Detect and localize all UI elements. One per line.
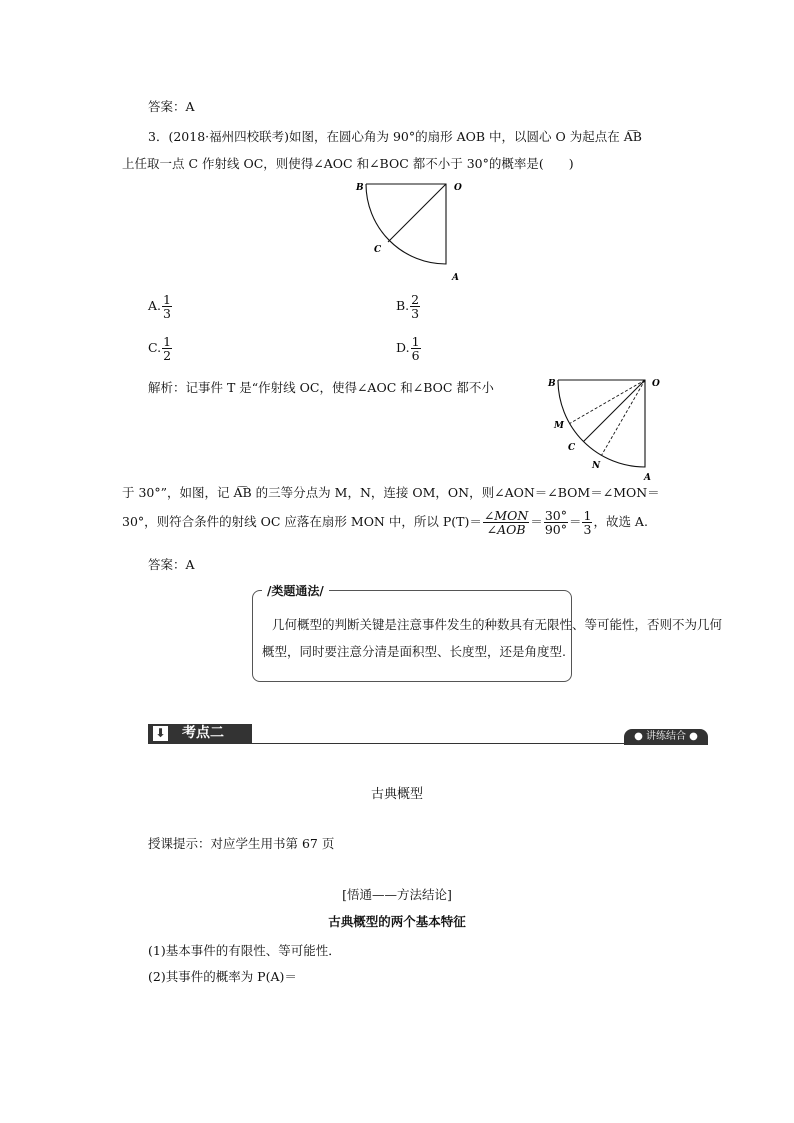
analysis-line-2: 于 30°”，如图，记 A͡B 的三等分点为 M，N，连接 OM，ON，则∠AON＝∠BOM＝∠MON＝ xyxy=(122,485,660,500)
section-tag xyxy=(148,724,252,743)
sector-figure-1 xyxy=(350,178,470,288)
label-a: A xyxy=(644,473,651,483)
analysis-line-3 xyxy=(122,509,648,536)
section-tag-label: 考点二 xyxy=(182,725,224,741)
label-o: O xyxy=(652,379,660,389)
option-a-fraction xyxy=(162,293,172,320)
down-arrow-icon: ⬇ xyxy=(153,726,168,741)
option-a-letter: A. xyxy=(148,298,162,314)
option-a xyxy=(148,293,173,320)
option-b-fraction xyxy=(410,293,420,320)
option-d-letter: D. xyxy=(396,340,410,356)
option-b-letter: B. xyxy=(396,298,410,314)
analysis-line-3-pre: 30°，则符合条件的射线 OC 应落在扇形 MON 中，所以 P(T)＝ xyxy=(122,514,482,530)
label-o: O xyxy=(454,183,462,193)
practice-badge: ● 讲练结合 ● xyxy=(624,729,708,745)
question-3-line-1: 3．(2018·福州四校联考)如图，在圆心角为 90°的扇形 AOB 中，以圆心 O 为起点在 A͡B xyxy=(148,129,642,144)
option-c xyxy=(148,335,173,362)
option-a-numerator: 1 xyxy=(163,292,171,307)
option-c-letter: C. xyxy=(148,340,162,356)
method-box-line-2: 概型，同时要注意分清是面积型、长度型，还是角度型. xyxy=(262,644,566,659)
option-d xyxy=(396,335,422,362)
fraction-1-3-numerator: 1 xyxy=(583,508,592,523)
option-c-denominator: 2 xyxy=(163,348,172,364)
section-divider xyxy=(148,743,708,744)
sub-heading: [悟通——方法结论] xyxy=(342,887,452,902)
label-c: C xyxy=(374,245,382,255)
fraction-30-90-numerator: 30° xyxy=(544,508,567,523)
section-title: 古典概型 xyxy=(370,787,423,802)
fraction-1-3 xyxy=(582,509,592,536)
label-a: A xyxy=(452,273,459,283)
label-n: N xyxy=(592,461,601,471)
option-c-fraction xyxy=(162,335,172,362)
fraction-30-90-denominator: 90° xyxy=(544,522,567,538)
equals-sign: ＝ xyxy=(530,514,543,530)
option-b-numerator: 2 xyxy=(411,292,420,307)
question-3-line-2: 上任取一点 C 作射线 OC，则使得∠AOC 和∠BOC 都不小于 30°的概率是( ) xyxy=(122,156,574,171)
fraction-mon-aob xyxy=(483,509,529,536)
fraction-mon-aob-denominator: ∠AOB xyxy=(486,522,526,538)
option-d-denominator: 6 xyxy=(411,348,420,364)
answer-2: 答案：A xyxy=(148,557,195,572)
label-b: B xyxy=(548,379,556,389)
equals-sign: ＝ xyxy=(568,514,582,530)
feature-item-1: (1)基本事件的有限性、等可能性． xyxy=(148,943,341,958)
ray-oc xyxy=(584,380,646,442)
lesson-hint: 授课提示：对应学生用书第 67 页 xyxy=(148,836,335,851)
option-b-denominator: 3 xyxy=(411,306,420,322)
ray-oc xyxy=(388,184,446,242)
label-c: C xyxy=(568,443,576,453)
option-a-denominator: 3 xyxy=(163,306,171,322)
analysis-line-3-post: ，故选 A. xyxy=(593,514,648,530)
feature-item-2: (2)其事件的概率为 P(A)＝ xyxy=(148,969,297,984)
method-box-line-1: 几何概型的判断关键是注意事件发生的种数具有无限性、等可能性，否则不为几何 xyxy=(272,617,723,632)
analysis-line-1: 解析：记事件 T 是“作射线 OC，使得∠AOC 和∠BOC 都不小 xyxy=(148,380,494,395)
option-b xyxy=(396,293,421,320)
method-box-title: /类题通法/ xyxy=(262,582,329,599)
fraction-1-3-denominator: 3 xyxy=(583,522,592,538)
method-box xyxy=(252,590,572,682)
sector-figure-2 xyxy=(540,372,670,484)
option-d-fraction xyxy=(411,335,421,362)
option-d-numerator: 1 xyxy=(411,334,420,349)
fraction-30-90 xyxy=(544,509,568,536)
fraction-mon-aob-numerator: ∠MON xyxy=(483,508,529,523)
label-m: M xyxy=(554,421,564,431)
bold-heading: 古典概型的两个基本特征 xyxy=(328,914,466,929)
label-b: B xyxy=(356,183,364,193)
answer-1: 答案：A xyxy=(148,99,195,114)
option-c-numerator: 1 xyxy=(163,334,172,349)
